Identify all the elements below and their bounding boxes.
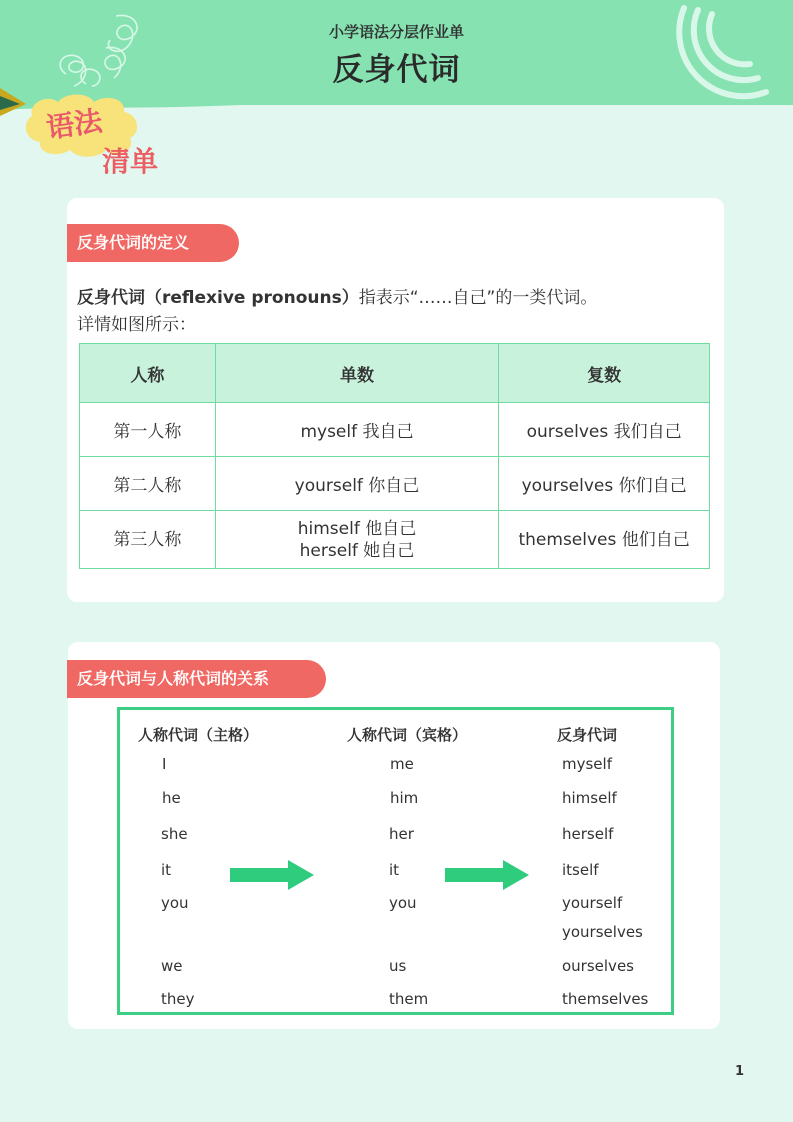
table-header-person: 人称 [80,344,216,403]
subject-pronoun: you [161,894,189,912]
badge-word-list: 清单 [102,145,159,178]
table-cell-plural: themselves 他们自己 [499,511,710,569]
object-pronoun: them [389,990,429,1008]
reflexive-pronoun: herself [562,825,614,843]
page-number: 1 [735,1064,745,1079]
section-title-relationship: 反身代词与人称代词的关系 [67,660,326,698]
subject-pronoun: she [161,825,188,843]
subject-pronoun: we [161,957,183,975]
object-pronoun: me [390,755,414,773]
table-cell-singular: yourself 你自己 [215,457,499,511]
subject-pronoun: I [162,755,167,773]
definition-text [77,283,597,308]
badge-word-grammar: 语法 [44,104,105,145]
table-cell-singular: myself 我自己 [215,403,499,457]
reflexive-pronoun: myself [562,755,612,773]
subject-pronoun: it [161,861,172,879]
section-title-definition: 反身代词的定义 [67,224,239,262]
worksheet-subtitle: 小学语法分层作业单 [328,23,464,41]
object-pronoun: you [389,894,417,912]
table-row [80,457,710,511]
subject-pronoun: they [161,990,195,1008]
definition-body: 指表示“……自己”的一类代词。 [358,288,598,308]
column-header-subject: 人称代词（主格） [138,726,259,744]
column-header-object: 人称代词（宾格） [347,726,468,744]
reflexive-pronoun: itself [562,861,599,879]
table-header-singular: 单数 [215,344,499,403]
table-cell-singular [215,511,499,569]
table-cell-person: 第二人称 [80,457,216,511]
ray-decoration-icon [0,86,28,120]
definition-term: 反身代词（reflexive pronouns） [77,288,359,308]
table-cell-person: 第三人称 [80,511,216,569]
table-row [80,511,710,569]
reflexive-pronoun: yourselves [562,923,643,941]
object-pronoun: her [389,825,414,843]
table-cell-person: 第一人称 [80,403,216,457]
reflexive-pronoun: ourselves [562,957,634,975]
table-cell-singular-line: himself 他自己 [297,518,417,539]
object-pronoun: us [389,957,407,975]
definition-note: 详情如图所示： [77,315,196,335]
reflexive-pronoun: yourself [562,894,623,912]
reflexive-pronoun: themselves [562,990,649,1008]
subject-pronoun: he [162,789,181,807]
table-cell-plural: yourselves 你们自己 [499,457,710,511]
table-header-plural: 复数 [499,344,710,403]
column-header-reflexive: 反身代词 [557,726,618,744]
object-pronoun: him [390,789,419,807]
reflexive-pronoun: himself [562,789,617,807]
arrow-right-icon [445,860,529,890]
table-row [80,403,710,457]
table-cell-plural: ourselves 我们自己 [499,403,710,457]
page-title: 反身代词 [332,52,461,88]
object-pronoun: it [389,861,400,879]
arrow-right-icon [230,860,314,890]
reflexive-pronoun-table [79,343,710,569]
table-cell-singular-line: herself 她自己 [299,540,415,561]
